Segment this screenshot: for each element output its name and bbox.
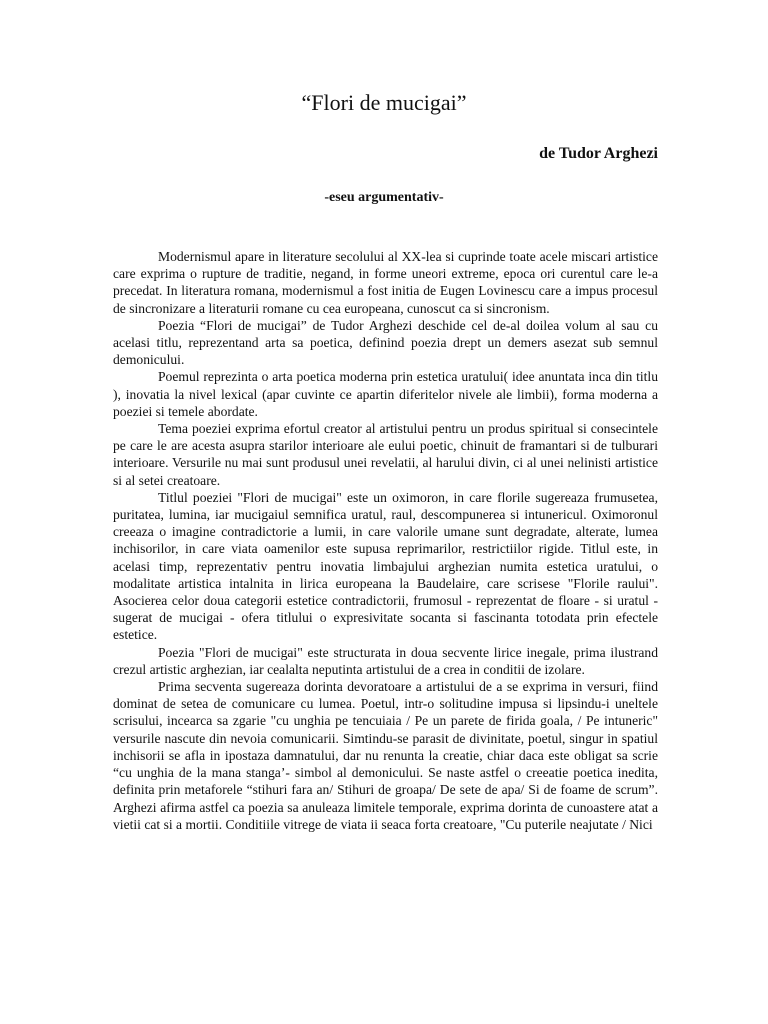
document-author: de Tudor Arghezi <box>539 145 658 162</box>
document-subtitle: -eseu argumentativ- <box>324 190 444 205</box>
paragraph: Tema poeziei exprima efortul creator al artistului pentru un produs spiritual si consecintele pe care le are acesta asupra starilor interioare ale eului poetic, chinuit de framantari si de tulburari interioare. Versurile nu mai sunt produsul unei revelatii, al harului divin, ci al unei nelinisti artistice si al setei creatoare. <box>113 421 658 488</box>
paragraph: Titlul poeziei "Flori de mucigai" este un oximoron, in care florile sugereaza frumusetea, puritatea, lumina, iar mucigaiul semnifica uratul, raul, descompunerea si intunericul. Oximoronul creeaza o imagine contradictorie a lumii, in care valorile umane sunt degradate, alterate, lumea inchisorilor, in care viata oamenilor este supusa reprimarilor, restrictiilor rigide. Titlul este, in acelasi timp, reprezentativ pentru inovatia limbajului arghezian numita estetica uratului, o modalitate artistica intalnita in lirica europeana la Baudelaire, care scrisese "Florile raului". Asocierea celor doua categorii estetice contradictorii, frumosul - reprezentat de floare - si uratul - sugerat de mucigai - ofera titlului o expresivitate socanta si fascinanta totodata prin efectele estetice. <box>113 489 658 643</box>
paragraph: Prima secventa sugereaza dorinta devoratoare a artistului de a se exprima in versuri, fiind dominat de setea de comunicare cu lumea. Poetul, intr-o solitudine impusa si lipsindu-i uneltele scrisului, incearca sa zgarie "cu unghia pe tencuiaia / Pe un parete de firida goala, / Pe intuneric" versurile nascute din nevoia comunicarii. Simtindu-se parasit de divinitate, poetul, singur in spatiul inchisorii se afla in ipostaza damnatului, dar nu renunta la creatie, chiar daca este obligat sa scrie “cu unghia de la mana stanga’- simbol al demonicului. Se naste astfel o creeatie poetica inedita, definita prin metaforele “stihuri fara an/ Stihuri de groapa/ De sete de apa/ Si de foame de scrum”. Arghezi afirma astfel ca poezia sa anuleaza limitele temporale, exprima dorinta de cunoastere atat a vietii cat si a mortii. Conditiile vitrege de viata ii seaca forta creatoare, "Cu puterile neajutate / Nici <box>113 679 658 832</box>
paragraph: Poezia "Flori de mucigai" este structurata in doua secvente lirice inegale, prima ilustrand crezul artistic arghezian, iar cealalta neputinta artistului de a crea in conditii de izolare. <box>113 644 658 677</box>
document-body <box>113 248 658 833</box>
paragraph: Poezia “Flori de mucigai” de Tudor Arghezi deschide cel de-al doilea volum al sau cu acelasi titlu, reprezentand arta sa poetica, definind poezia drept un demers asezat sub semnul demonicului. <box>113 317 658 368</box>
paragraph: Poemul reprezinta o arta poetica moderna prin estetica uratului( idee anuntata inca din titlu ), inovatia la nivel lexical (apar cuvinte ce apartin diferitelor nivele ale limbii), forma moderna a poeziei si temele abordate. <box>113 369 658 419</box>
paragraph: Modernismul apare in literature secolului al XX-lea si cuprinde toate acele miscari artistice care exprima o rupture de traditie, negand, in forme uneori extreme, epoca ori curentul care le-a precedat. In literatura romana, modernismul a fost initia de Eugen Lovinescu care a impus procesul de sincronizare a literaturii romane cu cea europeana, cunoscut ca si sincronism. <box>113 249 658 316</box>
document-title: “Flori de mucigai” <box>301 90 467 115</box>
